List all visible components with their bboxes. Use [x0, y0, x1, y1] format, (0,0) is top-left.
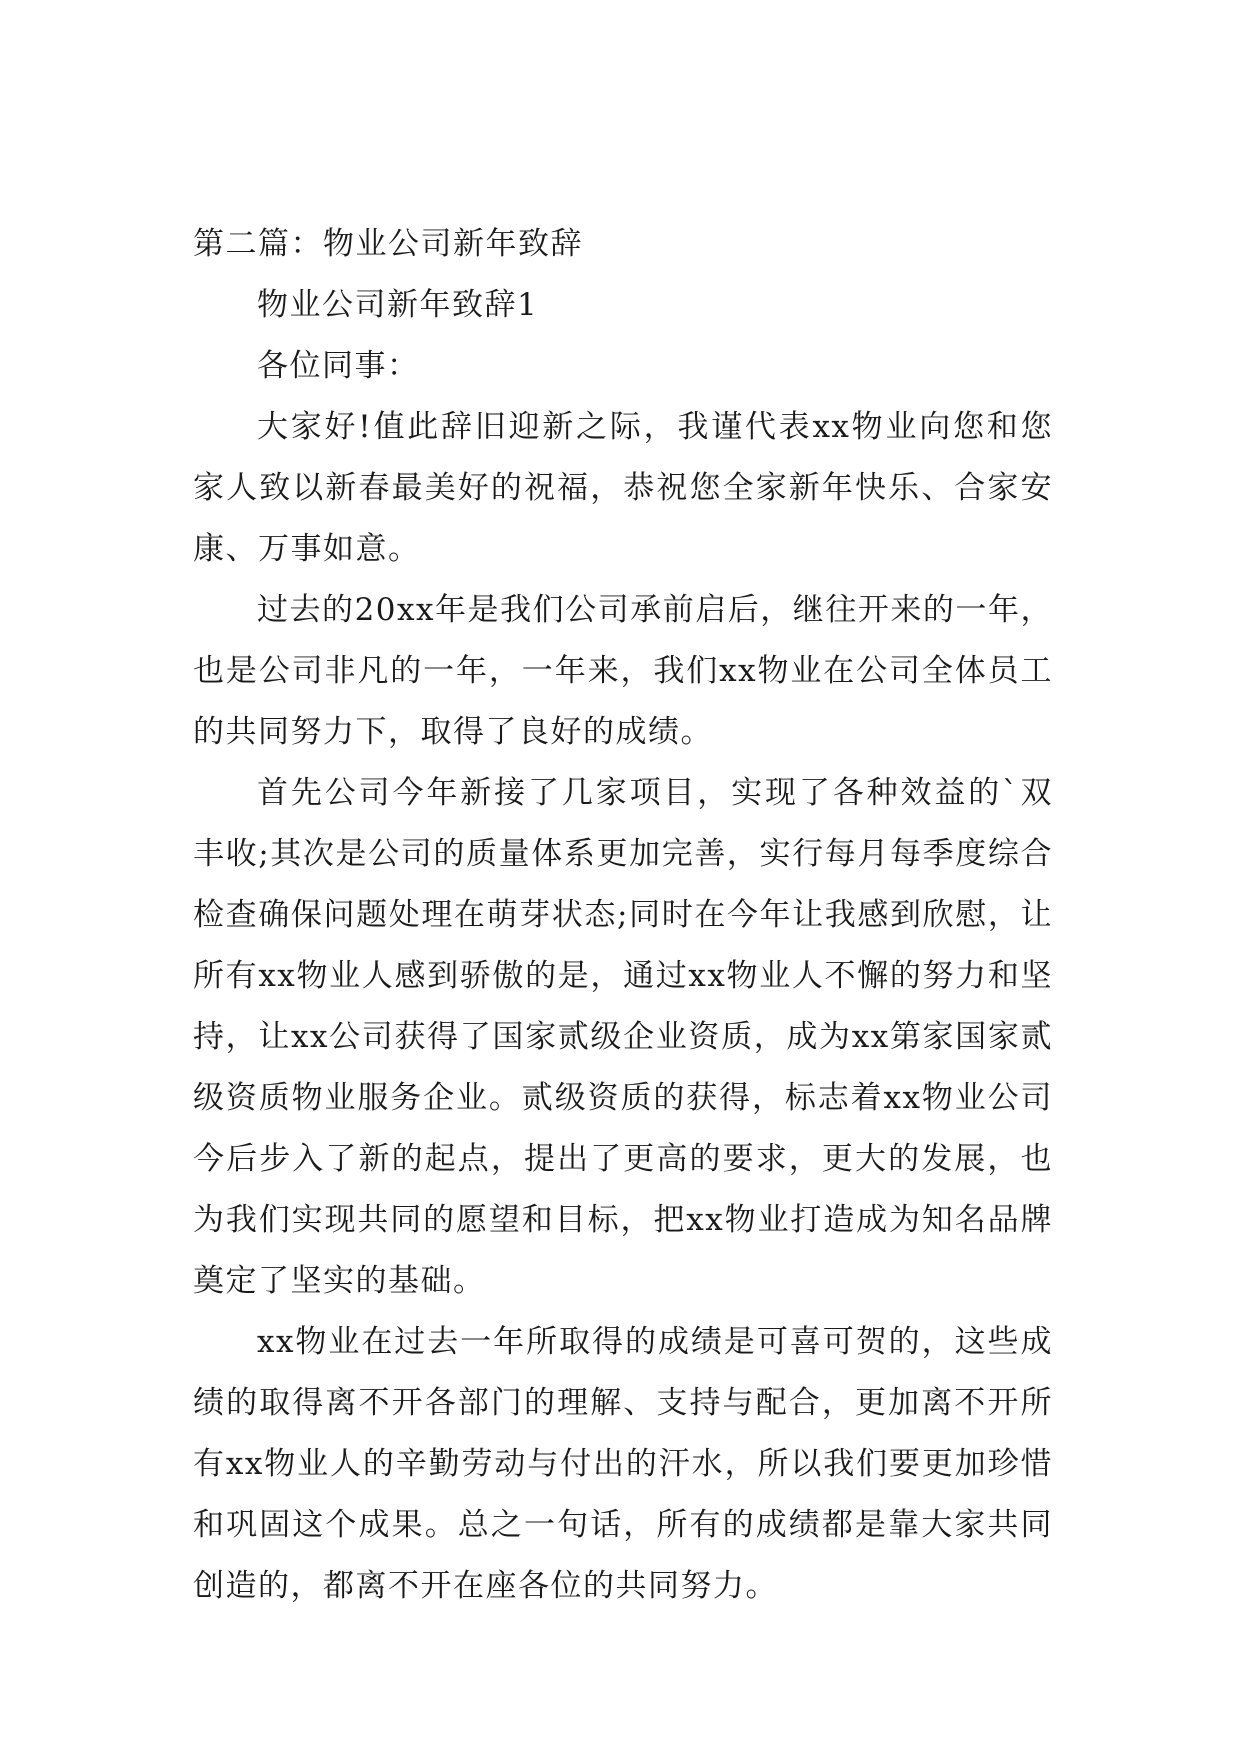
paragraph: xx物业在过去一年所取得的成绩是可喜可贺的，这些成绩的取得离不开各部门的理解、支持与配合，更加离不开所有xx物业人的辛勤劳动与付出的汗水，所以我们要更加珍惜和巩固这个成果。总之一句话，所有的成绩都是靠大家共同创造的，都离不开在座各位的共同努力。: [193, 1324, 1053, 1604]
paragraph: 首先公司今年新接了几家项目，实现了各种效益的`双丰收;其次是公司的质量体系更加完善，实行每月每季度综合检查确保问题处理在萌芽状态;同时在今年让我感到欣慰，让所有xx物业人感到骄傲的是，通过xx物业人不懈的努力和坚持，让xx公司获得了国家贰级企业资质，成为xx第家国家贰级资质物业服务企业。贰级资质的获得，标志着xx物业公司今后步入了新的起点，提出了更高的要求，更大的发展，也为我们实现共同的愿望和目标，把xx物业打造成为知名品牌奠定了坚实的基础。: [193, 775, 1053, 1299]
paragraph: 大家好!值此辞旧迎新之际，我谨代表xx物业向您和您家人致以新春最美好的祝福，恭祝您全家新年快乐、合家安康、万事如意。: [193, 409, 1053, 567]
paragraph: 过去的20xx年是我们公司承前启后，继往开来的一年，也是公司非凡的一年，一年来，我们xx物业在公司全体员工的共同努力下，取得了良好的成绩。: [193, 592, 1053, 750]
document-body: [193, 214, 1053, 1617]
document-heading: 第二篇：物业公司新年致辞: [193, 226, 583, 262]
document-subtitle: 物业公司新年致辞1: [257, 287, 539, 323]
salutation: 各位同事：: [257, 348, 420, 384]
